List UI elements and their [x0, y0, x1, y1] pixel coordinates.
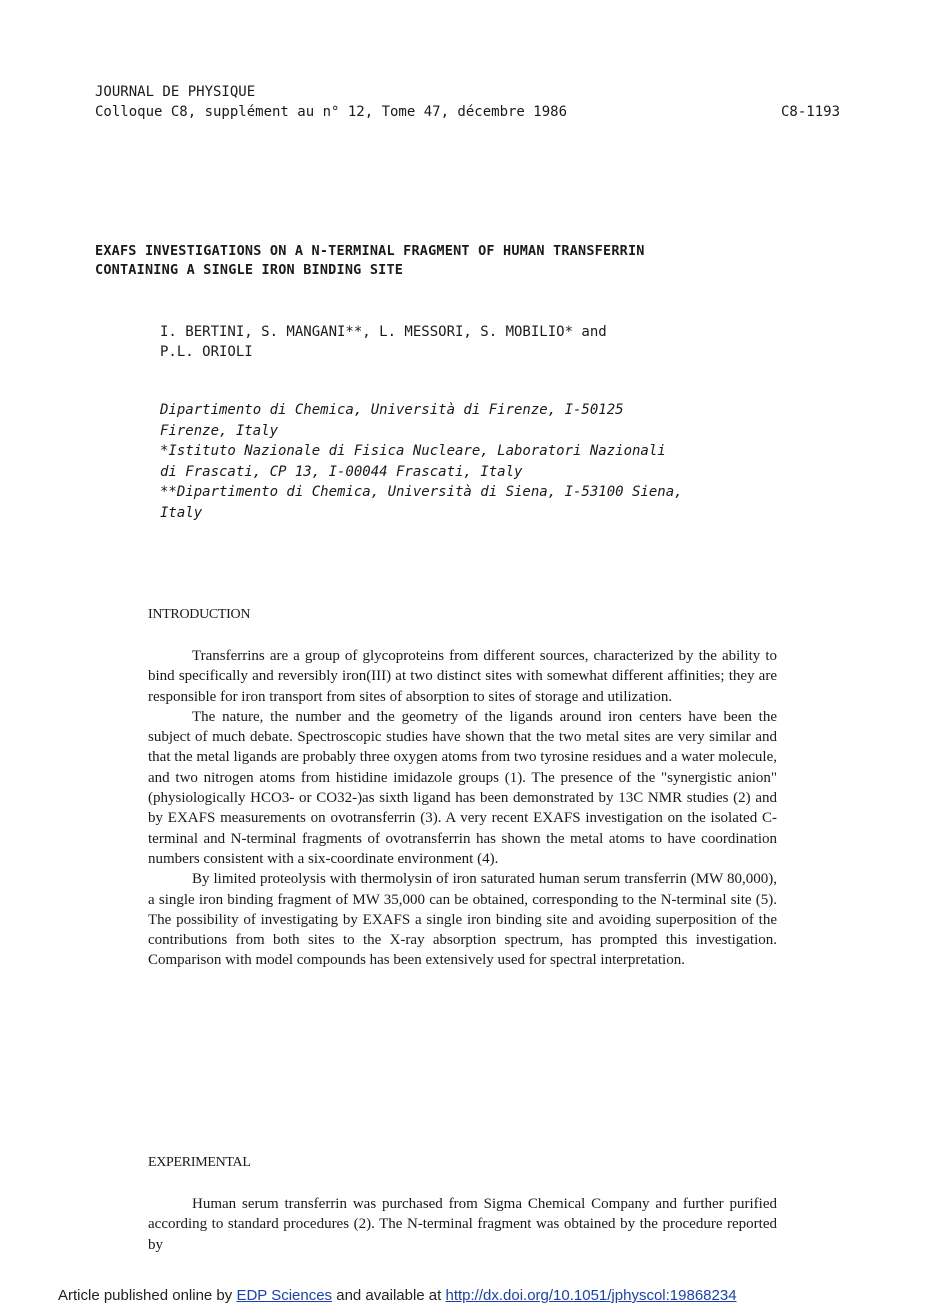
page-code: C8-1193 [781, 104, 841, 120]
introduction-heading: INTRODUCTION [148, 607, 251, 622]
journal-name: JOURNAL DE PHYSIQUE [95, 84, 256, 100]
affiliation-line: *Istituto Nazionale di Fisica Nucleare, Laboratori Nazionali [160, 443, 666, 459]
author-line: I. BERTINI, S. MANGANI**, L. MESSORI, S. MOBILIO* and [160, 324, 607, 340]
affiliation-line: Italy [160, 504, 203, 521]
paper-title [95, 242, 855, 280]
journal-issue: Colloque C8, supplément au n° 12, Tome 47, décembre 1986 [95, 104, 568, 120]
doi-link[interactable]: http://dx.doi.org/10.1051/jphyscol:19868234 [445, 1287, 737, 1304]
publication-footer [58, 1287, 737, 1304]
paragraph: The nature, the number and the geometry of the ligands around iron centers have been the subject of much debate. Spectroscopic studies have shown that the two metal sites are very similar and that the metal ligands are probably three oxygen atoms from two tyrosine residues and a water molecule, and two nitrogen atoms from histidine imidazole groups (1). The presence of the "synergistic anion" (physiologically HCO3- or CO32-)as sixth ligand has been demonstrated by 13C NMR studies (2) and by EXAFS measurements on ovotransferrin (3). A very recent EXAFS investigation on the isolated C-terminal and N-terminal fragments of ovotransferrin has shown the metal atoms to have coordination numbers consistent with a six-coordinate environment (4). [148, 708, 777, 867]
paragraph: Human serum transferrin was purchased from Sigma Chemical Company and further purified according to standard procedures (2). The N-terminal fragment was obtained by the procedure reported by [148, 1196, 777, 1253]
journal-header [95, 82, 567, 122]
footer-prefix: Article published online by [58, 1287, 237, 1304]
title-line: EXAFS INVESTIGATIONS ON A N-TERMINAL FRAGMENT OF HUMAN TRANSFERRIN [95, 243, 645, 259]
experimental-heading: EXPERIMENTAL [148, 1155, 251, 1170]
author-line: P.L. ORIOLI [160, 344, 253, 360]
paragraph: By limited proteolysis with thermolysin of iron saturated human serum transferrin (MW 80,000), a single iron binding fragment of MW 35,000 can be obtained, corresponding to the N-terminal site (5). The possibility of investigating by EXAFS a single iron binding site and avoiding superposition of the contributions from both sites to the X-ray absorption spectrum, has prompted this investigation. Comparison with model compounds has been extensively used for spectral interpretation. [148, 871, 777, 969]
publisher-link[interactable]: EDP Sciences [236, 1287, 333, 1304]
introduction-body [148, 646, 777, 971]
title-line: CONTAINING A SINGLE IRON BINDING SITE [95, 262, 404, 278]
author-list [160, 322, 760, 362]
footer-middle: and available at [332, 1287, 446, 1304]
affiliation-line: Firenze, Italy [160, 422, 279, 439]
experimental-body [148, 1194, 777, 1255]
affiliations [160, 400, 860, 523]
affiliation-line: di Frascati, CP 13, I-00044 Frascati, Italy [160, 463, 523, 480]
affiliation-line: **Dipartimento di Chemica, Università di Siena, I-53100 Siena, [160, 484, 683, 500]
paragraph: Transferrins are a group of glycoproteins from different sources, characterized by the ability to bind specifically and reversibly iron(III) at two distinct sites with somewhat different affinities; they are responsible for iron transport from sites of absorption to sites of storage and utilization. [148, 648, 777, 705]
affiliation-line: Dipartimento di Chemica, Università di Firenze, I-50125 [160, 402, 624, 418]
